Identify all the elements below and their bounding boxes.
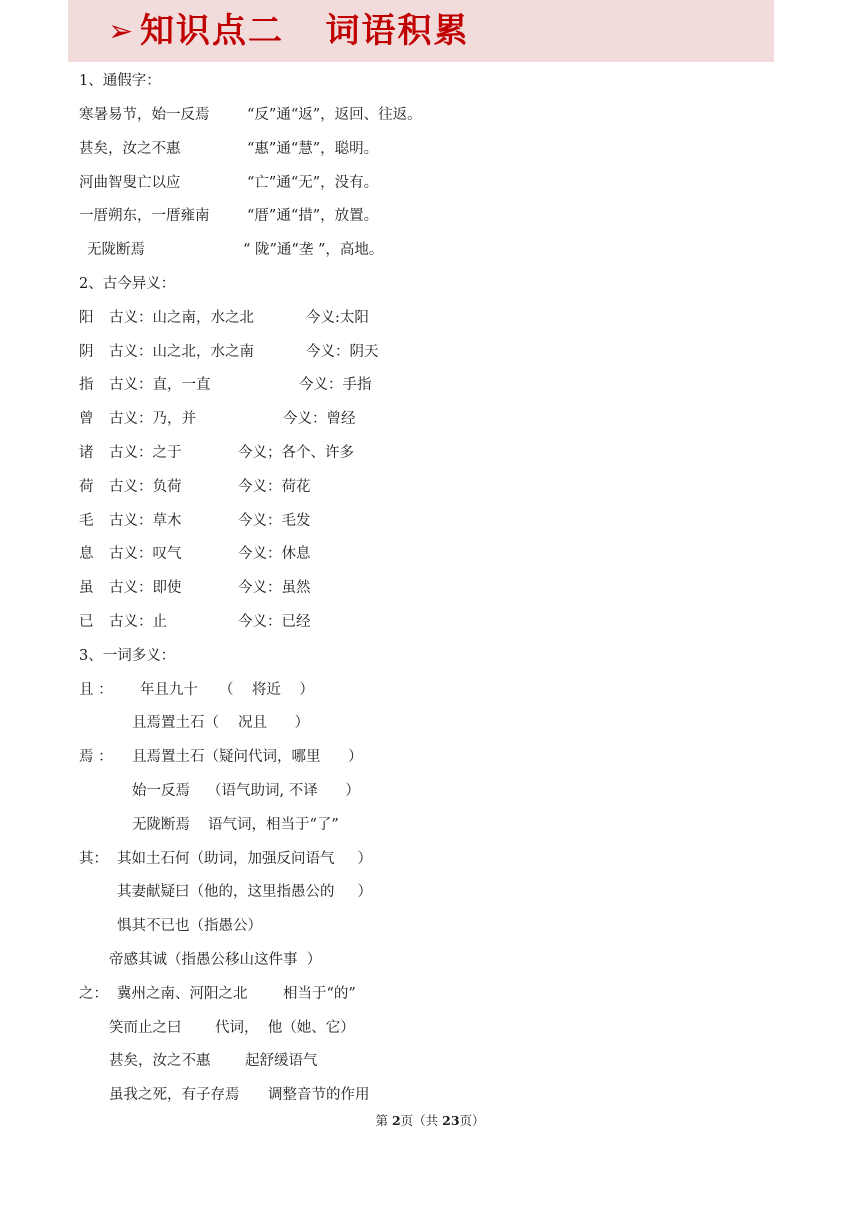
gujin-char: 息 (79, 546, 94, 562)
gujin-old-meaning: 古义：山之南，水之北 (109, 310, 254, 326)
tongjia-phrase: 无陇断焉 (87, 242, 145, 258)
tongjia-row (79, 139, 379, 159)
polysemy-row (79, 882, 373, 902)
gujin-old-meaning: 古义：即使 (109, 580, 182, 596)
polysemy-phrase: 始一反焉 (132, 783, 190, 799)
tongjia-row (79, 105, 422, 125)
gujin-old-meaning: 古义：草木 (109, 513, 182, 529)
gujin-char: 指 (79, 377, 94, 393)
polysemy-meaning: （语气助词, 不译 ） (207, 783, 360, 799)
arrow-bullet-icon: ➢ (108, 14, 134, 49)
gujin-row (79, 544, 311, 564)
polysemy-meaning: 况且 ） (238, 715, 310, 731)
gujin-new-meaning: 今义：手指 (299, 377, 372, 393)
polysemy-meaning: 相当于“的” (283, 986, 356, 1002)
tongjia-row (79, 206, 379, 226)
gujin-char: 虽 (79, 580, 94, 596)
polysemy-word-label: 焉 ： (79, 749, 113, 765)
gujin-row (79, 342, 379, 362)
footer-prefix: 第 (375, 1113, 392, 1128)
gujin-old-meaning: 古义：直，一直 (109, 377, 211, 393)
gujin-row (79, 375, 372, 395)
polysemy-phrase: 其如土石何（助词，加强反问语气 ） (117, 851, 373, 867)
gujin-old-meaning: 古义：止 (109, 614, 167, 630)
gujin-char: 毛 (79, 513, 94, 529)
gujin-new-meaning: 今义：荷花 (238, 479, 311, 495)
polysemy-row (79, 781, 360, 801)
polysemy-row (79, 713, 310, 733)
gujin-char: 阳 (79, 310, 94, 326)
polysemy-phrase: 虽我之死，有子存焉 (109, 1087, 240, 1103)
footer-suffix: 页） (459, 1113, 485, 1128)
tongjia-note: “亡”通“无”，没有。 (247, 175, 379, 191)
total-pages: 23 (442, 1113, 460, 1128)
polysemy-row (79, 680, 314, 700)
gujin-old-meaning: 古义：之于 (109, 445, 182, 461)
polysemy-word-label: 之： (79, 986, 108, 1002)
tongjia-phrase: 河曲智叟亡以应 (79, 175, 181, 191)
polysemy-word-label: 且 ： (79, 682, 113, 698)
polysemy-row (79, 916, 262, 936)
gujin-char: 阴 (79, 344, 94, 360)
page-footer (0, 1112, 860, 1130)
gujin-row (79, 443, 354, 463)
gujin-char: 已 (79, 614, 94, 630)
footer-middle: 页（共 (400, 1113, 443, 1128)
section2-heading: 2、古今异义： (79, 276, 176, 292)
polysemy-row (79, 849, 373, 869)
polysemy-word-label: 其： (79, 851, 108, 867)
section3-heading: 3、一词多义： (79, 648, 176, 664)
tongjia-phrase: 一厝朔东，一厝雍南 (79, 208, 210, 224)
polysemy-phrase: 且焉置土石（疑问代词，哪里 ） (132, 749, 363, 765)
gujin-new-meaning: 今义：阴天 (306, 344, 379, 360)
tongjia-phrase: 甚矣，汝之不惠 (79, 141, 181, 157)
tongjia-row (79, 173, 379, 193)
gujin-char: 诸 (79, 445, 94, 461)
gujin-new-meaning: 今义:太阳 (306, 310, 369, 326)
polysemy-meaning: 代词， 他（她、它） (215, 1020, 355, 1036)
polysemy-meaning: （ 将近 ） (219, 682, 314, 698)
gujin-new-meaning: 今义：已经 (238, 614, 311, 630)
gujin-new-meaning: 今义：毛发 (238, 513, 311, 529)
gujin-row (79, 612, 311, 632)
polysemy-row (79, 1051, 318, 1071)
tongjia-row (79, 240, 384, 260)
gujin-row (79, 477, 311, 497)
polysemy-row (79, 1085, 370, 1105)
polysemy-meaning: 调整音节的作用 (268, 1087, 370, 1103)
polysemy-row (79, 747, 363, 767)
gujin-new-meaning: 今义：虽然 (238, 580, 311, 596)
gujin-new-meaning: 今义：休息 (238, 546, 311, 562)
polysemy-phrase: 惧其不已也（指愚公） (117, 918, 262, 934)
page-number: 2 (391, 1113, 401, 1128)
polysemy-phrase: 其妻献疑曰（他的，这里指愚公的 ） (117, 884, 373, 900)
section-title: 知识点二 词语积累 (140, 11, 470, 51)
tongjia-note: “惠”通“慧”，聪明。 (247, 141, 379, 157)
gujin-char: 荷 (79, 479, 94, 495)
polysemy-phrase: 无陇断焉 (132, 817, 190, 833)
polysemy-meaning: 起舒缓语气 (245, 1053, 318, 1069)
polysemy-phrase: 甚矣，汝之不惠 (109, 1053, 211, 1069)
polysemy-meaning: 语气词，相当于“了” (208, 817, 339, 833)
polysemy-phrase: 笑而止之曰 (109, 1020, 182, 1036)
polysemy-phrase: 年且九十 (140, 682, 198, 698)
gujin-new-meaning: 今义；各个、许多 (238, 445, 354, 461)
polysemy-row (79, 950, 322, 970)
polysemy-phrase: 帝感其诚（指愚公移山这件事 ） (109, 952, 322, 968)
gujin-old-meaning: 古义：负荷 (109, 479, 182, 495)
polysemy-phrase: 冀州之南、河阳之北 (117, 986, 248, 1002)
gujin-new-meaning: 今义：曾经 (283, 411, 356, 427)
gujin-old-meaning: 古义：叹气 (109, 546, 182, 562)
gujin-char: 曾 (79, 411, 94, 427)
polysemy-row (79, 815, 339, 835)
gujin-row (79, 511, 311, 531)
gujin-old-meaning: 古义：山之北，水之南 (109, 344, 254, 360)
tongjia-note: “反”通“返”，返回、往返。 (247, 107, 422, 123)
tongjia-note: “厝”通“措”，放置。 (247, 208, 379, 224)
polysemy-phrase: 且焉置土石（ (132, 715, 219, 731)
polysemy-row (79, 984, 356, 1004)
gujin-row (79, 409, 356, 429)
gujin-row (79, 308, 369, 328)
polysemy-row (79, 1018, 355, 1038)
section1-heading: 1、通假字： (79, 73, 161, 89)
gujin-old-meaning: 古义：乃，并 (109, 411, 196, 427)
tongjia-phrase: 寒暑易节，始一反焉 (79, 107, 210, 123)
gujin-row (79, 578, 311, 598)
tongjia-note: “ 陇”通“垄 ”，高地。 (243, 242, 384, 258)
